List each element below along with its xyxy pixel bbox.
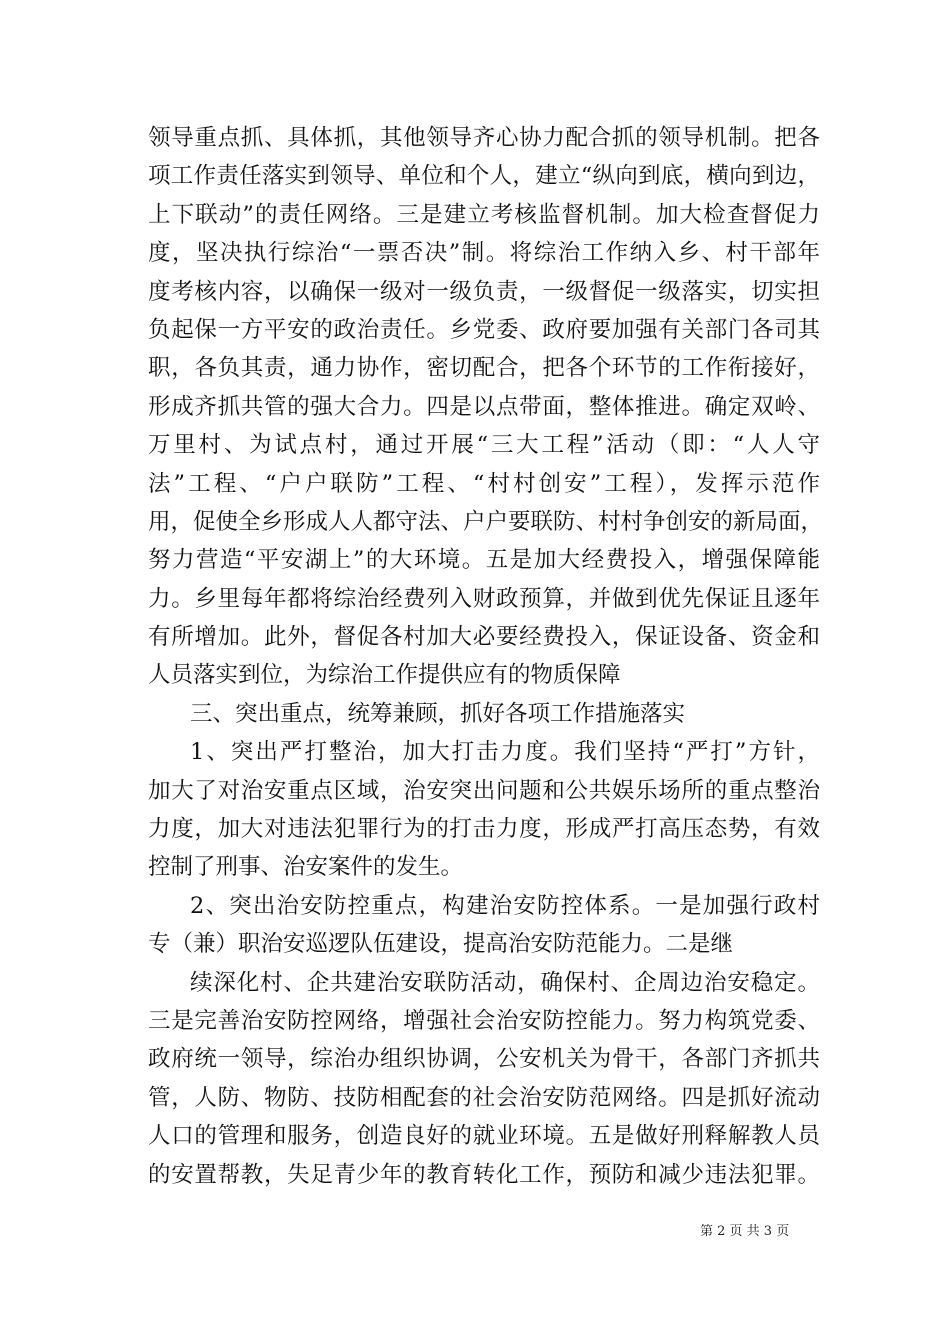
- text-line: 力度，加大对违法犯罪行为的打击力度，形成严打高压态势，有效: [148, 816, 820, 843]
- text-line: 人员落实到位，为综治工作提供应有的物质保障: [148, 662, 621, 689]
- text-line: 形成齐抓共管的强大合力。四是以点带面，整体推进。确定双岭、: [148, 393, 820, 420]
- text-line: 加大了对治安重点区域，治安突出问题和公共娱乐场所的重点整治: [148, 777, 820, 804]
- text-line: 续深化村、企共建治安联防活动，确保村、企周边治安稳定。: [190, 969, 820, 996]
- text-line: 力。乡里每年都将综治经费列入财政预算，并做到优先保证且逐年: [148, 585, 820, 612]
- text-line: 有所增加。此外，督促各村加大必要经费投入，保证设备、资金和: [148, 624, 820, 651]
- text-line: 的安置帮教，失足青少年的教育转化工作，预防和减少违法犯罪。: [148, 1161, 820, 1188]
- text-line: 领导重点抓、具体抓，其他领导齐心协力配合抓的领导机制。把各: [148, 125, 820, 151]
- text-line: 政府统一领导，综治办组织协调，公安机关为骨干，各部门齐抓共: [148, 1046, 820, 1073]
- text-line: 专（兼）职治安巡逻队伍建设，提高治安防范能力。二是继: [148, 931, 734, 958]
- document-body: [148, 119, 824, 1194]
- text-line: 管，人防、物防、技防相配套的社会治安防范网络。四是抓好流动: [148, 1084, 820, 1111]
- text-line: 努力营造“平安湖上”的大环境。五是加大经费投入，增强保障能: [148, 547, 820, 574]
- text-line: 人口的管理和服务，创造良好的就业环境。五是做好刑释解教人员: [148, 1123, 820, 1150]
- text-line: 万里村、为试点村，通过开展“三大工程”活动（即：“人人守: [148, 432, 820, 459]
- text-line: 度考核内容，以确保一级对一级负责，一级督促一级落实，切实担: [148, 278, 820, 305]
- text-line: 度，坚决执行综治“一票否决”制。将综治工作纳入乡、村干部年: [148, 240, 820, 267]
- text-line: 法”工程、“户户联防”工程、“村村创安”工程），发挥示范作: [148, 470, 820, 497]
- text-line: 三是完善治安防控网络，增强社会治安防控能力。努力构筑党委、: [148, 1007, 820, 1034]
- text-line: 用，促使全乡形成人人都守法、户户要联防、村村争创安的新局面，: [148, 508, 824, 535]
- text-line: 上下联动”的责任网络。三是建立考核监督机制。加大检查督促力: [148, 201, 820, 228]
- text-line: 三、突出重点，统筹兼顾，抓好各项工作措施落实: [190, 700, 686, 727]
- text-line: 负起保一方平安的政治责任。乡党委、政府要加强有关部门各司其: [148, 316, 820, 343]
- text-line: 项工作责任落实到领导、单位和个人，建立“纵向到底，横向到边，: [148, 163, 820, 190]
- text-line: 职，各负其责，通力协作，密切配合，把各个环节的工作衔接好，: [148, 355, 820, 382]
- text-line: 2、突出治安防控重点，构建治安防控体系。一是加强行政村: [190, 892, 820, 919]
- text-line: 控制了刑事、治安案件的发生。: [148, 854, 464, 881]
- text-line: 1、突出严打整治，加大打击力度。我们坚持“严打”方针，: [190, 739, 820, 766]
- page-number: 第 2 页 共 3 页: [700, 1224, 790, 1239]
